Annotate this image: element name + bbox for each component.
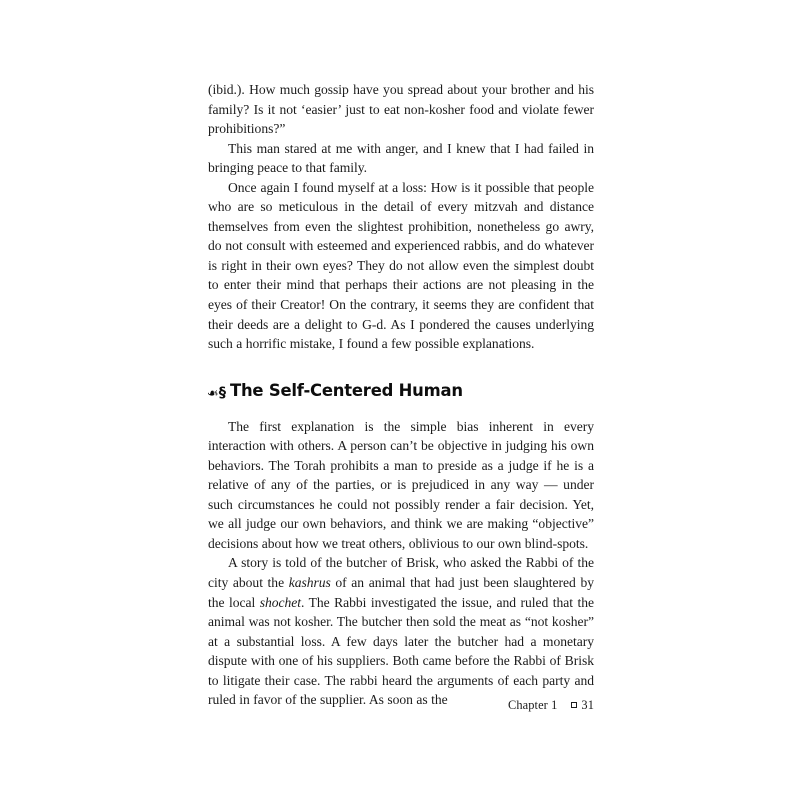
heading-spacer-top <box>208 354 594 380</box>
footer-chapter-label: Chapter 1 <box>507 698 558 712</box>
leaf-icon: ❧ <box>208 385 219 402</box>
italic-term-shochet: shochet <box>259 594 302 610</box>
italic-term-kashrus: kashrus <box>288 575 331 591</box>
paragraph-butcher-of-brisk <box>208 553 594 709</box>
section-heading-label: The Self-Centered Human <box>229 380 463 400</box>
page-footer <box>208 697 594 713</box>
paragraph-once-again-at-a-loss: Once again I found myself at a loss: How is it possible that people who are so meticulous in the detail of every mitzvah and distance themselves from even the slightest prohibition, nonetheless go awry, do not consult with esteemed and experienced rabbis, and do whatever is right in their own eyes? They do not allow even the simplest doubt to enter their mind that perhaps their actions are not pleasing in the eyes of their Creator! On the contrary, it seems they are confident that their deeds are a delight to G-d. As I pondered the causes underlying such a horrific mistake, I found a few possible explanations. <box>208 179 594 352</box>
footer-page-number: 31 <box>581 698 594 712</box>
story-text-part-1: A story is told of the butcher of Brisk, who asked the Rabbi of the city about the <box>208 555 594 591</box>
square-ornament-icon <box>571 702 577 708</box>
paragraph-man-stared: This man stared at me with anger, and I knew that I had failed in bringing peace to that family. <box>208 140 594 176</box>
page-text-block <box>208 80 594 710</box>
paragraph-first-explanation: The first explanation is the simple bias inherent in every interaction with others. A person can’t be objective in judging his own behaviors. The Torah prohibits a man to preside as a judge if he is a relative of any of the parties, or is prejudiced in any way — under such circumstances he could not possibly render a fair decision. Yet, we all judge our own behaviors, and think we are making “objective” decisions about how we treat others, oblivious to our own blind-spots. <box>208 418 594 551</box>
section-heading-self-centered-human <box>208 380 594 404</box>
section-sign-icon: § <box>218 384 225 401</box>
paragraph-ibid-gossip: (ibid.). How much gossip have you spread about your brother and his family? Is it not ‘easier’ just to eat non-kosher food and violate fewer prohibitions?” <box>208 82 594 137</box>
heading-spacer-bottom <box>208 404 594 417</box>
story-text-part-2: of an animal that had just been slaughtered by the local <box>208 575 594 610</box>
aldus-leaf-section-ornament <box>208 381 225 404</box>
story-text-part-3: . The Rabbi investigated the issue, and ruled that the animal was not kosher. The butcher then sold the meat as “not kosher” at a substantial loss. A few days later the butcher had a monetary dispute with one of his suppliers. Both came before the Rabbi of Brisk to litigate their case. The rabbi heard the arguments of each party and ruled in favor of the supplier. As soon as the <box>208 594 594 708</box>
